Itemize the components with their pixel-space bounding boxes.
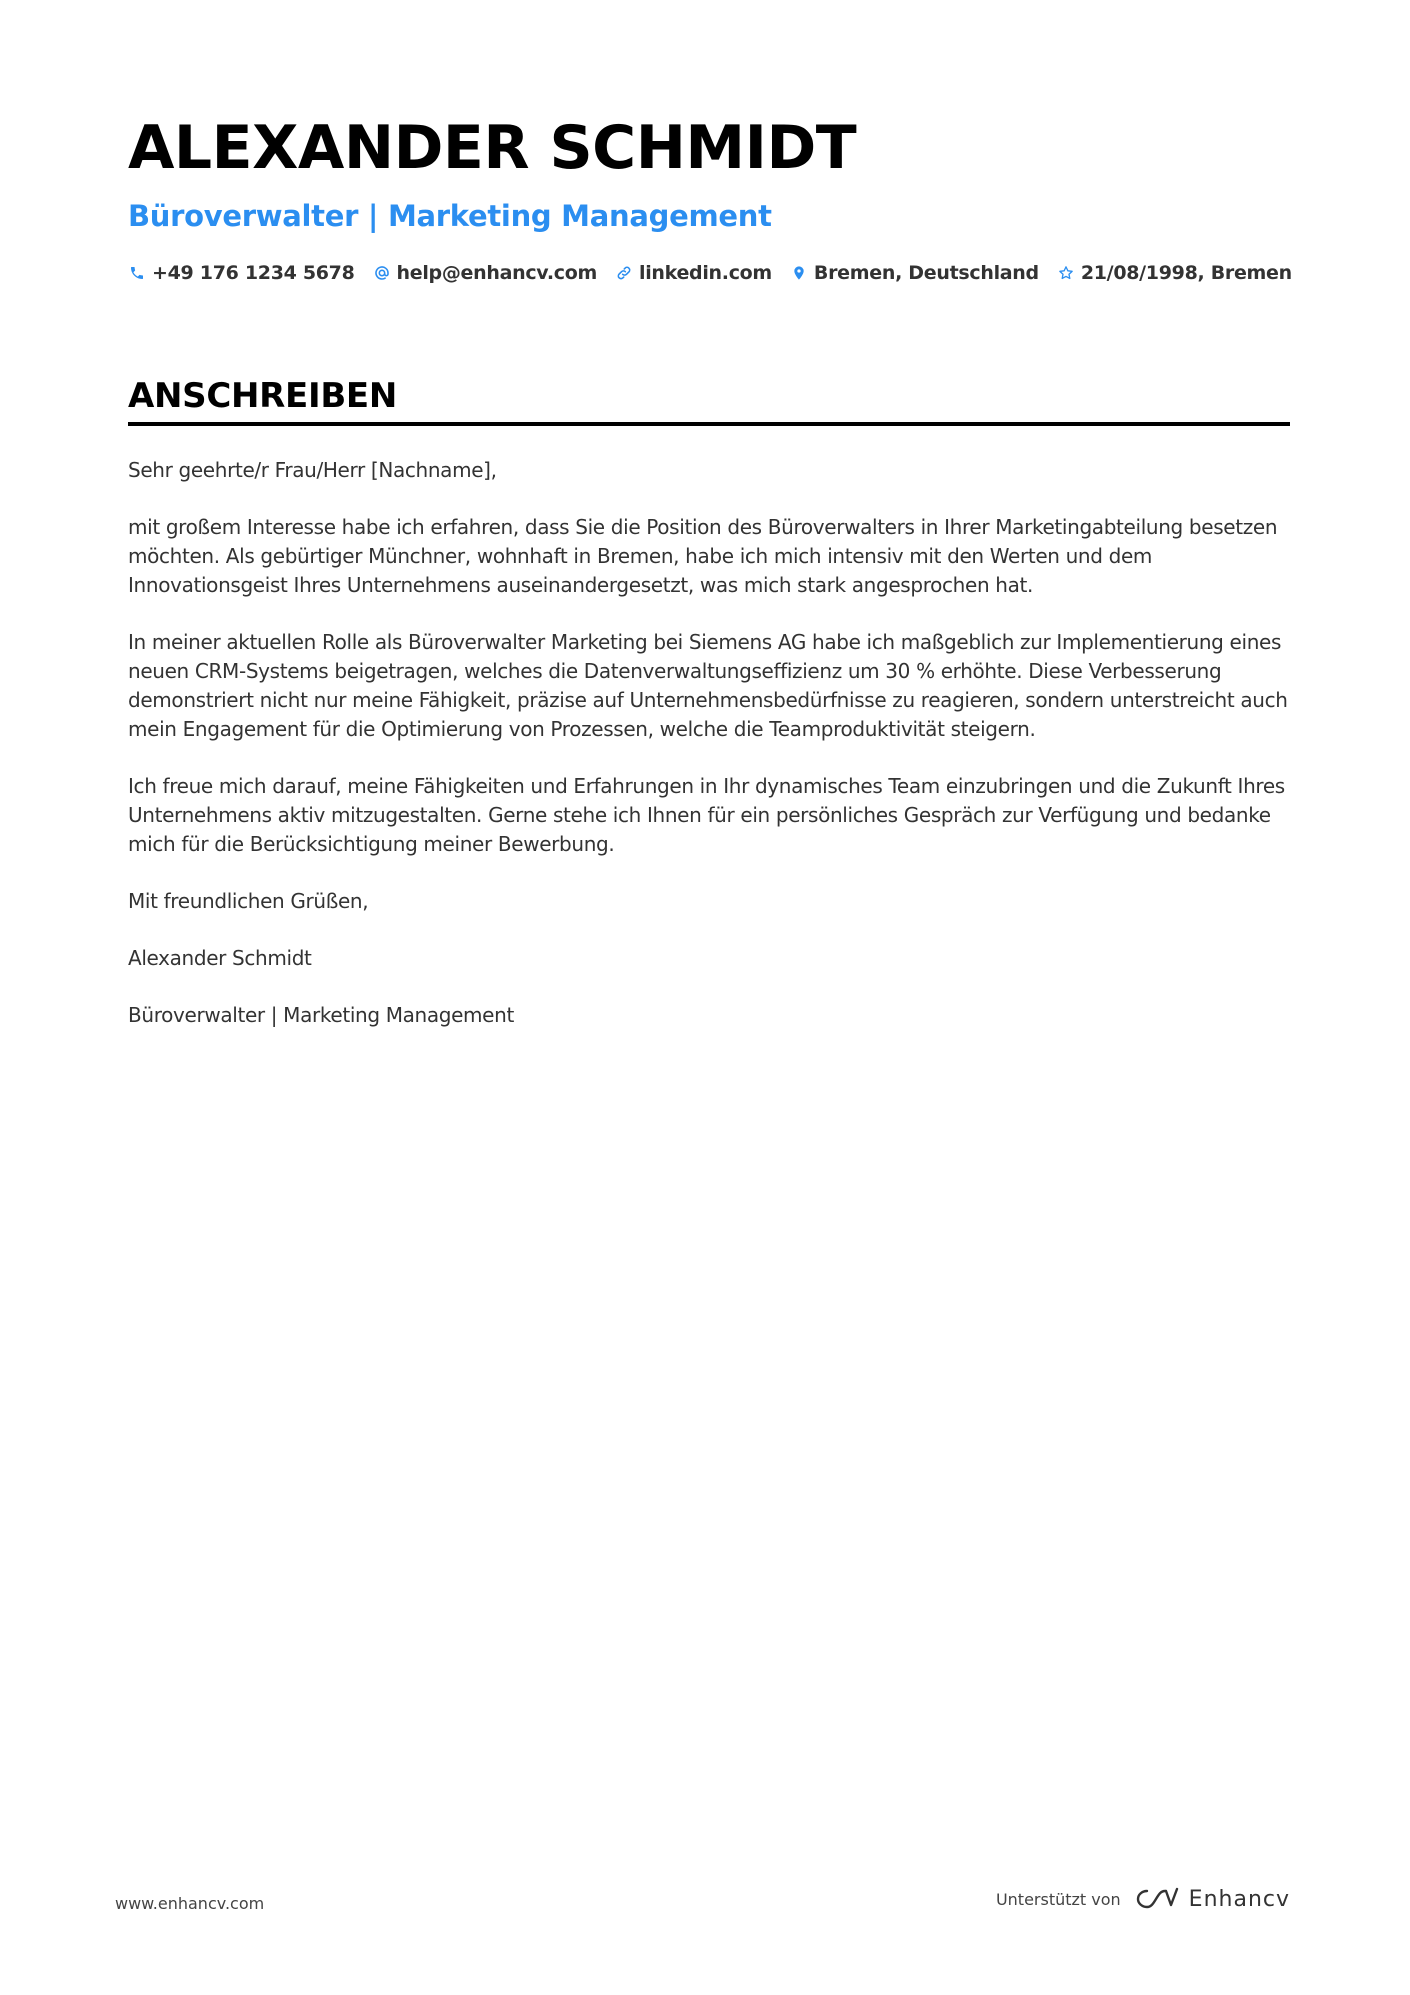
contact-phone (128, 262, 355, 284)
contact-birth-text: 21/08/1998, Bremen (1080, 262, 1292, 284)
link-icon (615, 264, 633, 282)
footer-branding[interactable] (996, 1886, 1290, 1912)
letter-body (128, 456, 1290, 1030)
enhancv-brand-text: Enhancv (1188, 1886, 1290, 1912)
phone-icon (128, 264, 146, 282)
location-pin-icon (790, 264, 808, 282)
section-divider (128, 422, 1290, 426)
letter-closing: Mit freundlichen Grüßen, (128, 889, 369, 913)
contact-email-text: help@enhancv.com (396, 262, 597, 284)
contact-email[interactable] (373, 262, 597, 284)
powered-by-text: Unterstützt von (995, 1889, 1121, 1909)
at-icon (373, 264, 391, 282)
contact-phone-text: +49 176 1234 5678 (152, 262, 355, 284)
letter-paragraph: Ich freue mich darauf, meine Fähigkeiten und Erfahrungen in Ihr dynamisches Team einzubringen und die Zukunft Ihres Unternehmens aktiv mitzugestalten. Gerne stehe ich Ihnen für ein persönliches Gespräch zur Verfügung und bedanke mich für die Berücksichtigung meiner Bewerbung. (128, 774, 1285, 856)
contact-birth (1057, 262, 1292, 284)
letter-paragraph: mit großem Interesse habe ich erfahren, dass Sie die Position des Büroverwalters in Ihrer Marketingabteilung besetzen möchten. Als gebürtiger Münchner, wohnhaft in Bremen, habe ich mich intensiv mit den Werten und dem Innovationsgeist Ihres Unternehmens auseinandergesetzt, was mich stark angesprochen hat. (128, 515, 1278, 597)
cover-letter-page (128, 108, 1290, 1058)
footer-website[interactable]: www.enhancv.com (115, 1894, 265, 1913)
contact-bar (128, 258, 1290, 288)
letter-salutation: Sehr geehrte/r Frau/Herr [Nachname], (128, 458, 497, 482)
signature-title: Büroverwalter | Marketing Management (128, 1003, 514, 1027)
contact-linkedin-text: linkedin.com (638, 262, 772, 284)
star-icon (1057, 264, 1075, 282)
section-title: ANSCHREIBEN (128, 376, 398, 416)
contact-location (790, 262, 1039, 284)
letter-paragraph: In meiner aktuellen Rolle als Büroverwalter Marketing bei Siemens AG habe ich maßgeblich zur Implementierung eines neuen CRM-Systems beigetragen, welches die Datenverwaltungseffizienz um 30 % erhöhte. Diese Verbesserung demonstriert nicht nur meine Fähigkeit, präzise auf Unternehmensbedürfnisse zu reagieren, sondern unterstreicht auch mein Engagement für die Optimierung von Prozessen, welche die Teamproduktivität steigern. (128, 630, 1288, 741)
contact-location-text: Bremen, Deutschland (813, 262, 1039, 284)
applicant-name: ALEXANDER SCHMIDT (128, 113, 857, 183)
signature-name: Alexander Schmidt (128, 946, 312, 970)
applicant-title: Büroverwalter | Marketing Management (128, 199, 772, 233)
contact-linkedin[interactable] (615, 262, 772, 284)
enhancv-logo-icon (1133, 1886, 1179, 1912)
